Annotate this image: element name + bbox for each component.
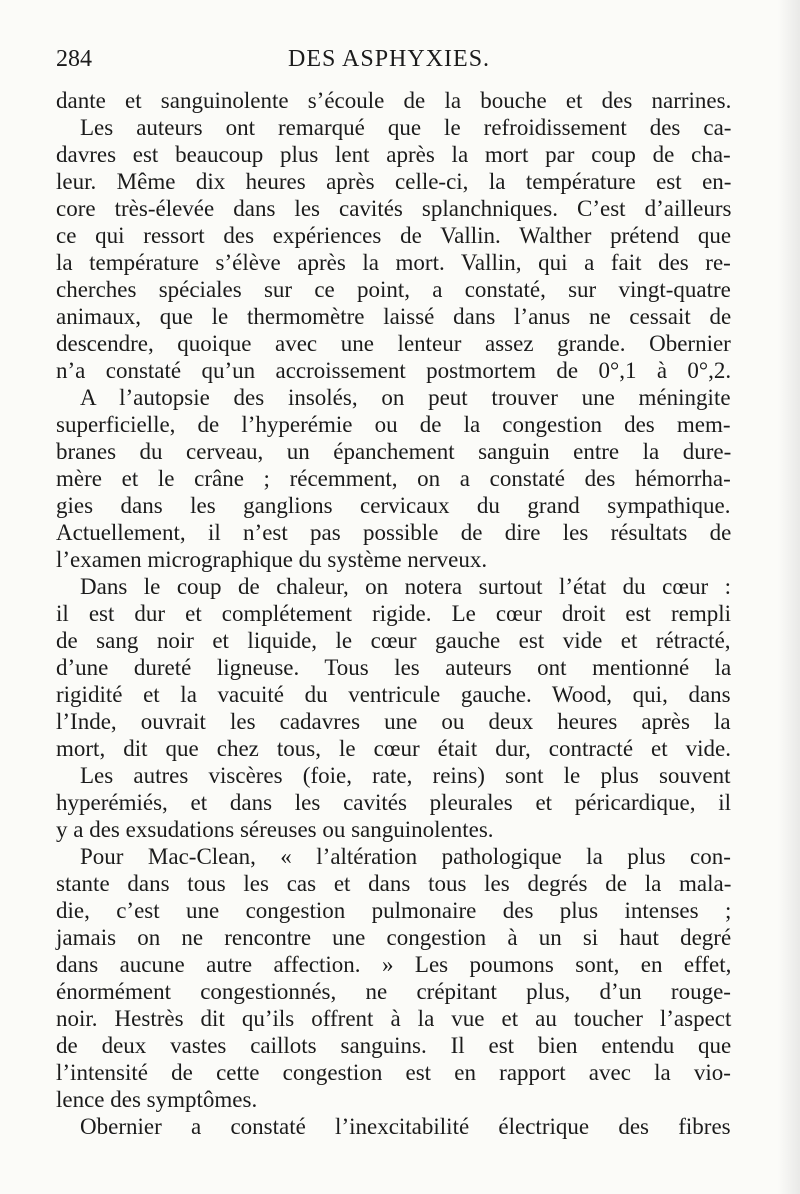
text-line: animaux, que le thermomètre laissé dans l’anus ne cessait de bbox=[56, 304, 732, 329]
text-line: mort, dit que chez tous, le cœur était dur, contracté et vide. bbox=[56, 736, 732, 761]
text-line: Dans le coup de chaleur, on notera surtout l’état du cœur : bbox=[80, 574, 732, 599]
text-line: Actuellement, il n’est pas possible de dire les résultats de bbox=[56, 520, 732, 545]
text-line: de deux vastes caillots sanguins. Il est bien entendu que bbox=[56, 1033, 732, 1058]
text-line: davres est beaucoup plus lent après la mort par coup de cha- bbox=[56, 142, 731, 167]
text-line: core très-élevée dans les cavités splanchniques. C’est d’ailleurs bbox=[56, 196, 732, 221]
text-line: Pour Mac-Clean, « l’altération pathologique la plus con- bbox=[80, 844, 731, 869]
text-line: stante dans tous les cas et dans tous les degrés de la mala- bbox=[56, 871, 732, 896]
text-line: noir. Hestrès dit qu’ils offrent à la vue et au toucher l’aspect bbox=[56, 1006, 732, 1031]
text-line: dante et sanguinolente s’écoule de la bouche et des narrines. bbox=[56, 88, 732, 113]
text-line: Les autres viscères (foie, rate, reins) sont le plus souvent bbox=[80, 763, 731, 788]
text-line: dans aucune autre affection. » Les poumons sont, en effet, bbox=[56, 952, 732, 977]
text-line: ce qui ressort des expériences de Vallin. Walther prétend que bbox=[56, 223, 732, 248]
page-number: 284 bbox=[56, 46, 92, 72]
text-line: descendre, quoique avec une lenteur assez grande. Obernier bbox=[56, 331, 731, 356]
text-line: y a des exsudations séreuses ou sanguinolentes. bbox=[56, 817, 494, 842]
text-line: n’a constaté qu’un accroissement postmortem de 0°,1 à 0°,2. bbox=[56, 358, 732, 383]
text-line: superficielle, de l’hyperémie ou de la congestion des mem- bbox=[56, 412, 731, 437]
text-line: jamais on ne rencontre une congestion à un si haut degré bbox=[56, 925, 732, 950]
text-line: Les auteurs ont remarqué que le refroidissement des ca- bbox=[80, 115, 732, 140]
text-line: hyperémiés, et dans les cavités pleurales et péricardique, il bbox=[56, 790, 732, 815]
body-text bbox=[56, 88, 731, 1158]
text-line: d’une dureté ligneuse. Tous les auteurs ont mentionné la bbox=[56, 655, 732, 680]
text-line: lence des symptômes. bbox=[56, 1087, 258, 1112]
text-line: die, c’est une congestion pulmonaire des plus intenses ; bbox=[56, 898, 732, 923]
text-line: il est dur et complétement rigide. Le cœur droit est rempli bbox=[56, 601, 732, 626]
text-line: énormément congestionnés, ne crépitant plus, d’un rouge- bbox=[56, 979, 731, 1004]
text-line: leur. Même dix heures après celle-ci, la température est en- bbox=[56, 169, 732, 194]
text-line: cherches spéciales sur ce point, a constaté, sur vingt-quatre bbox=[56, 277, 731, 302]
text-line: la température s’élève après la mort. Vallin, qui a fait des re- bbox=[56, 250, 731, 275]
text-line: branes du cerveau, un épanchement sanguin entre la dure- bbox=[56, 439, 732, 464]
text-line: l’Inde, ouvrait les cadavres une ou deux heures après la bbox=[56, 709, 731, 734]
text-line: l’intensité de cette congestion est en rapport avec la vio- bbox=[56, 1060, 731, 1085]
text-line: A l’autopsie des insolés, on peut trouver une méningite bbox=[80, 385, 731, 410]
text-line: Obernier a constaté l’inexcitabilité électrique des fibres bbox=[80, 1114, 731, 1139]
page-header bbox=[56, 42, 731, 76]
text-line: mère et le crâne ; récemment, on a constaté des hémorrha- bbox=[56, 466, 731, 491]
text-line: gies dans les ganglions cervicaux du grand sympathique. bbox=[56, 493, 731, 518]
page-edge-shadow bbox=[778, 0, 800, 1194]
running-title: DES ASPHYXIES. bbox=[288, 46, 491, 72]
text-line: rigidité et la vacuité du ventricule gauche. Wood, qui, dans bbox=[56, 682, 731, 707]
text-line: l’examen micrographique du système nerveux. bbox=[56, 547, 488, 572]
text-line: de sang noir et liquide, le cœur gauche est vide et rétracté, bbox=[56, 628, 731, 653]
